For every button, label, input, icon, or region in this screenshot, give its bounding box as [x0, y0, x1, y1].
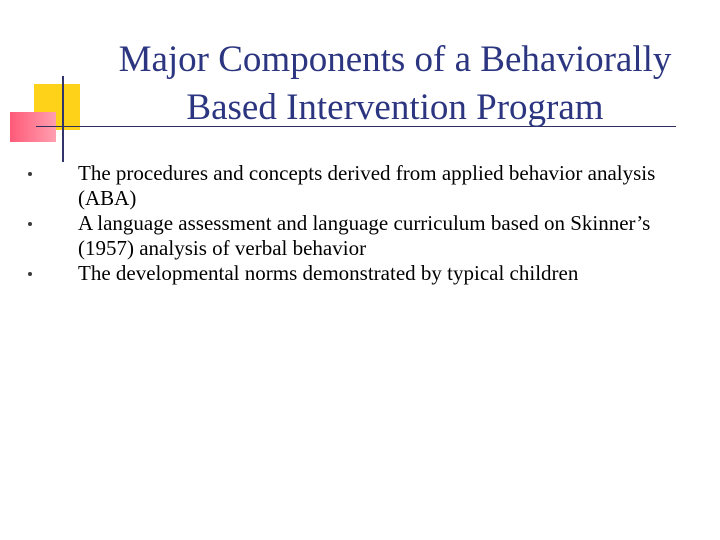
- decorative-pink-bar: [10, 112, 56, 142]
- slide-title: Major Components of a Behaviorally Based Intervention Program: [118, 39, 672, 128]
- decorative-vertical-line: [62, 76, 64, 162]
- bullet-item: [24, 261, 704, 286]
- bullet-icon: [28, 272, 32, 276]
- bullet-text: The developmental norms demonstrated by typical children: [78, 261, 579, 285]
- bullet-icon: [28, 172, 32, 176]
- bullet-item: [24, 161, 704, 211]
- bullet-text: A language assessment and language curriculum based on Skinner’s (1957) analysis of verbal behavior: [78, 211, 651, 260]
- bullet-text: The procedures and concepts derived from applied behavior analysis (ABA): [78, 161, 656, 210]
- bullet-list: [24, 161, 704, 286]
- bullet-item: [24, 211, 704, 261]
- bullet-icon: [28, 222, 32, 226]
